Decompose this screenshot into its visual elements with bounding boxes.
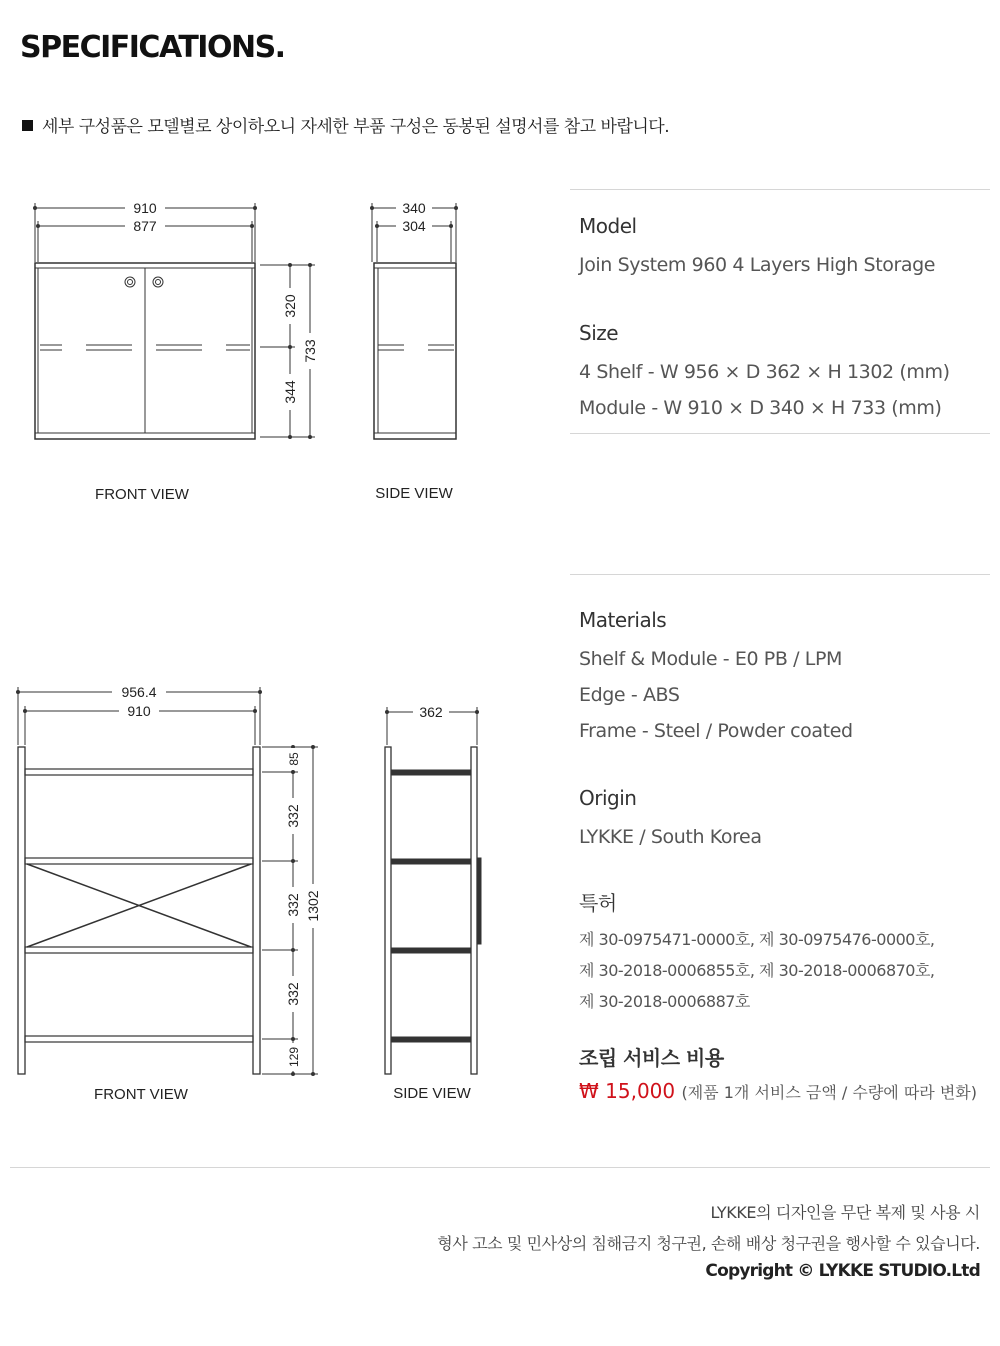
module-side-view-drawing	[372, 203, 456, 439]
origin-heading: Origin	[579, 786, 637, 810]
dim-shelf-mid-3: 332	[285, 982, 301, 1006]
model-heading: Model	[579, 214, 637, 238]
shelf-side-view-drawing	[385, 707, 481, 1074]
spec-materials	[579, 607, 853, 749]
dim-module-depth-outer: 340	[402, 200, 426, 216]
dim-shelf-width-outer: 956.4	[121, 684, 157, 700]
module-side-view-label: SIDE VIEW	[375, 485, 453, 502]
patent-line-2: 제 30-2018-0006855호, 제 30-2018-0006870호,	[579, 961, 935, 980]
origin-value: LYKKE / South Korea	[579, 826, 762, 848]
dim-shelf-height: 1302	[305, 890, 321, 922]
module-front-view-drawing	[35, 203, 315, 439]
footer-line-2: 형사 고소 및 민사상의 침해금지 청구권, 손해 배상 청구권을 행사할 수 있습니다.	[437, 1234, 980, 1253]
dim-shelf-mid-1: 332	[285, 804, 301, 828]
size-line-2: Module - W 910 × D 340 × H 733 (mm)	[579, 397, 942, 419]
dim-module-depth-inner: 304	[402, 218, 426, 234]
materials-line-3: Frame - Steel / Powder coated	[579, 720, 853, 742]
patent-line-1: 제 30-0975471-0000호, 제 30-0975476-0000호,	[579, 930, 935, 949]
spec-patent	[579, 890, 935, 1017]
materials-line-1: Shelf & Module - E0 PB / LPM	[579, 648, 843, 670]
shelf-front-view-label: FRONT VIEW	[94, 1086, 188, 1103]
dim-module-upper: 320	[282, 294, 298, 318]
service-price-row	[579, 1079, 977, 1103]
dim-shelf-width-inner: 910	[127, 703, 151, 719]
copyright: Copyright © LYKKE STUDIO.Ltd	[705, 1261, 980, 1281]
dim-shelf-bottom: 129	[287, 1046, 301, 1068]
service-price: ₩ 15,000	[579, 1079, 676, 1103]
patent-line-3: 제 30-2018-0006887호	[579, 992, 750, 1011]
service-note: (제품 1개 서비스 금액 / 수량에 따라 변화)	[681, 1083, 977, 1102]
dim-module-width-outer: 910	[133, 200, 157, 216]
spec-size	[579, 320, 950, 426]
spec-model	[579, 213, 935, 283]
dim-shelf-depth: 362	[419, 704, 443, 720]
dim-shelf-top: 85	[287, 752, 301, 766]
materials-line-2: Edge - ABS	[579, 684, 680, 706]
divider-footer	[10, 1167, 990, 1168]
spec-service	[579, 1045, 977, 1103]
module-front-view-label: FRONT VIEW	[95, 486, 189, 503]
divider-materials-top	[570, 574, 990, 575]
notice-label: 세부 구성품은 모델별로 상이하오니 자세한 부품 구성은 동봉된 설명서를 참고 바랍니다.	[42, 117, 670, 137]
dim-module-height: 733	[302, 339, 318, 363]
page-title: SPECIFICATIONS.	[20, 30, 285, 65]
spec-origin	[579, 785, 762, 855]
divider-spec-mid	[570, 433, 990, 434]
dim-module-lower: 344	[282, 380, 298, 404]
size-heading: Size	[579, 321, 619, 345]
patent-heading: 특허	[579, 891, 617, 915]
shelf-side-view-label: SIDE VIEW	[393, 1085, 471, 1102]
model-value: Join System 960 4 Layers High Storage	[579, 254, 936, 276]
materials-heading: Materials	[579, 608, 667, 632]
size-line-1: 4 Shelf - W 956 × D 362 × H 1302 (mm)	[579, 361, 950, 383]
footer-line-1: LYKKE의 디자인을 무단 복제 및 사용 시	[710, 1203, 980, 1222]
dim-shelf-mid-2: 332	[285, 893, 301, 917]
shelf-front-view-drawing	[18, 687, 318, 1074]
service-heading: 조립 서비스 비용	[579, 1046, 724, 1070]
dim-module-width-inner: 877	[133, 218, 157, 234]
divider-spec-top	[570, 189, 990, 190]
technical-drawings	[0, 0, 560, 1130]
